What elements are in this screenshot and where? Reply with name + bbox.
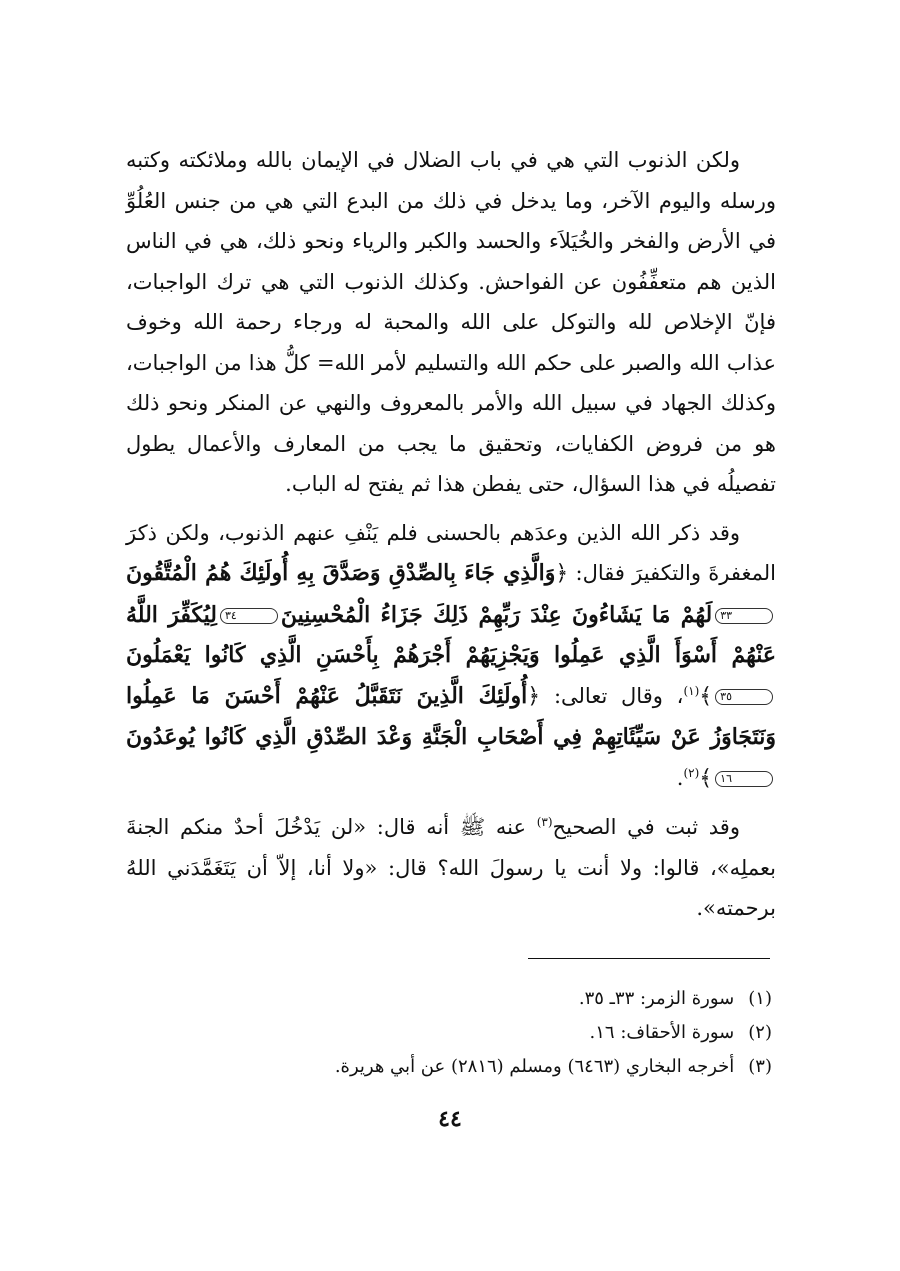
footnote-text: سورة الأحقاف: ١٦. bbox=[589, 1022, 735, 1043]
footnote-text: أخرجه البخاري (٦٤٦٣) ومسلم (٢٨١٦) عن أبي هريرة. bbox=[334, 1056, 735, 1077]
paragraph-3-part1: وقد ثبت في الصحيح bbox=[552, 815, 740, 839]
ornate-bracket-open-2: ﴿ bbox=[527, 683, 541, 709]
main-text bbox=[126, 140, 776, 929]
ayah-number-16: ١٦ bbox=[715, 771, 773, 787]
footnote-text: سورة الزمر: ٣٣ـ ٣٥. bbox=[578, 988, 735, 1009]
paragraph-3-part2: عنه ﷺ أنه قال: «لن يَدْخُلَ أحدٌ منكم الجنةَ بعملِه»، قالوا: ولا أنت يا رسولَ الله؟ قال: «ولا أنا، إلاّ أن يَتَغَمَّدَني اللهُ برحمته». bbox=[126, 815, 776, 920]
footnote-item bbox=[335, 1050, 772, 1084]
footnote-item bbox=[335, 1016, 772, 1050]
footnote-number: (٣) bbox=[748, 1056, 772, 1077]
footnote-separator bbox=[528, 958, 770, 959]
paragraph-1: ولكن الذنوب التي هي في باب الضلال في الإيمان بالله وملائكته وكتبه ورسله واليوم الآخر، وما يدخل في ذلك من البدع التي هي من جنس العُلُوِّ في الأرض والفخر والخُيَلاَء والحسد والكبر والرياء ونحو ذلك، هي في الناس الذين هم متعفِّفُون عن الفواحش. وكذلك الذنوب التي هي ترك الواجبات، فإنّ الإخلاص لله والتوكل على الله والمحبة له ورجاء رحمة الله وخوف عذاب الله والصبر على حكم الله والتسليم لأمر الله= كلُّ هذا من الواجبات، وكذلك الجهاد في سبيل الله والأمر بالمعروف والنهي عن المنكر ونحو ذلك هو من فروض الكفايات، وتحقيق ما يجب من المعارف والأعمال يطول تفصيلُه في هذا السؤال، حتى يفطن هذا ثم يفتح له الباب. bbox=[126, 148, 776, 496]
verse-zumar-34: لَهُمْ مَا يَشَاءُونَ عِنْدَ رَبِّهِمْ ذَلِكَ جَزَاءُ الْمُحْسِنِينَ bbox=[280, 601, 713, 628]
verse-zumar-33: وَالَّذِي جَاءَ بِالصِّدْقِ وَصَدَّقَ بِهِ أُولَئِكَ هُمُ الْمُتَّقُونَ bbox=[126, 560, 556, 586]
ayah-number-33: ٣٣ bbox=[715, 608, 773, 624]
ornate-bracket-close-2: ﴾ bbox=[699, 765, 713, 791]
footnote-item bbox=[335, 982, 772, 1016]
paragraph-2 bbox=[126, 513, 776, 800]
verse-ahqaf-16: أُولَئِكَ الَّذِينَ نَتَقَبَّلُ عَنْهُمْ أَحْسَنَ مَا عَمِلُوا وَنَتَجَاوَزُ عَنْ سَيِّئَاتِهِمْ فِي أَصْحَابِ الْجَنَّةِ وَعْدَ الصِّدْقِ الَّذِي كَانُوا يُوعَدُونَ bbox=[126, 682, 776, 750]
paragraph-2-end: . bbox=[676, 765, 684, 790]
footnote-ref-3[interactable]: (٣) bbox=[536, 815, 553, 829]
paragraph-2-middle: ، وقال تعالى: bbox=[553, 683, 684, 708]
footnote-number: (٢) bbox=[748, 1022, 772, 1043]
ayah-number-34: ٣٤ bbox=[220, 608, 278, 624]
verse-zumar-35: لِيُكَفِّرَ اللَّهُ عَنْهُمْ أَسْوَأَ الَّذِي عَمِلُوا وَيَجْزِيَهُمْ أَجْرَهُمْ بِأَحْسَنِ الَّذِي كَانُوا يَعْمَلُونَ bbox=[126, 601, 776, 668]
ayah-number-35: ٣٥ bbox=[715, 689, 773, 705]
footnote-number: (١) bbox=[748, 988, 772, 1009]
paragraph-2-intro: وقد ذكر الله الذين وعدَهم بالحسنى فلم يَنْفِ عنهم الذنوب، ولكن ذكرَ المغفرةَ والتكفيرَ فقال: bbox=[126, 520, 776, 585]
page-number: ٤٤ bbox=[438, 1106, 462, 1132]
ornate-bracket-open: ﴿ bbox=[555, 561, 569, 586]
footnote-ref-1[interactable]: (١) bbox=[683, 683, 700, 698]
ornate-bracket-close: ﴾ bbox=[699, 683, 713, 709]
footnote-ref-2[interactable]: (٢) bbox=[683, 765, 700, 780]
paragraph-3 bbox=[126, 807, 776, 929]
footnotes-list bbox=[335, 982, 772, 1084]
